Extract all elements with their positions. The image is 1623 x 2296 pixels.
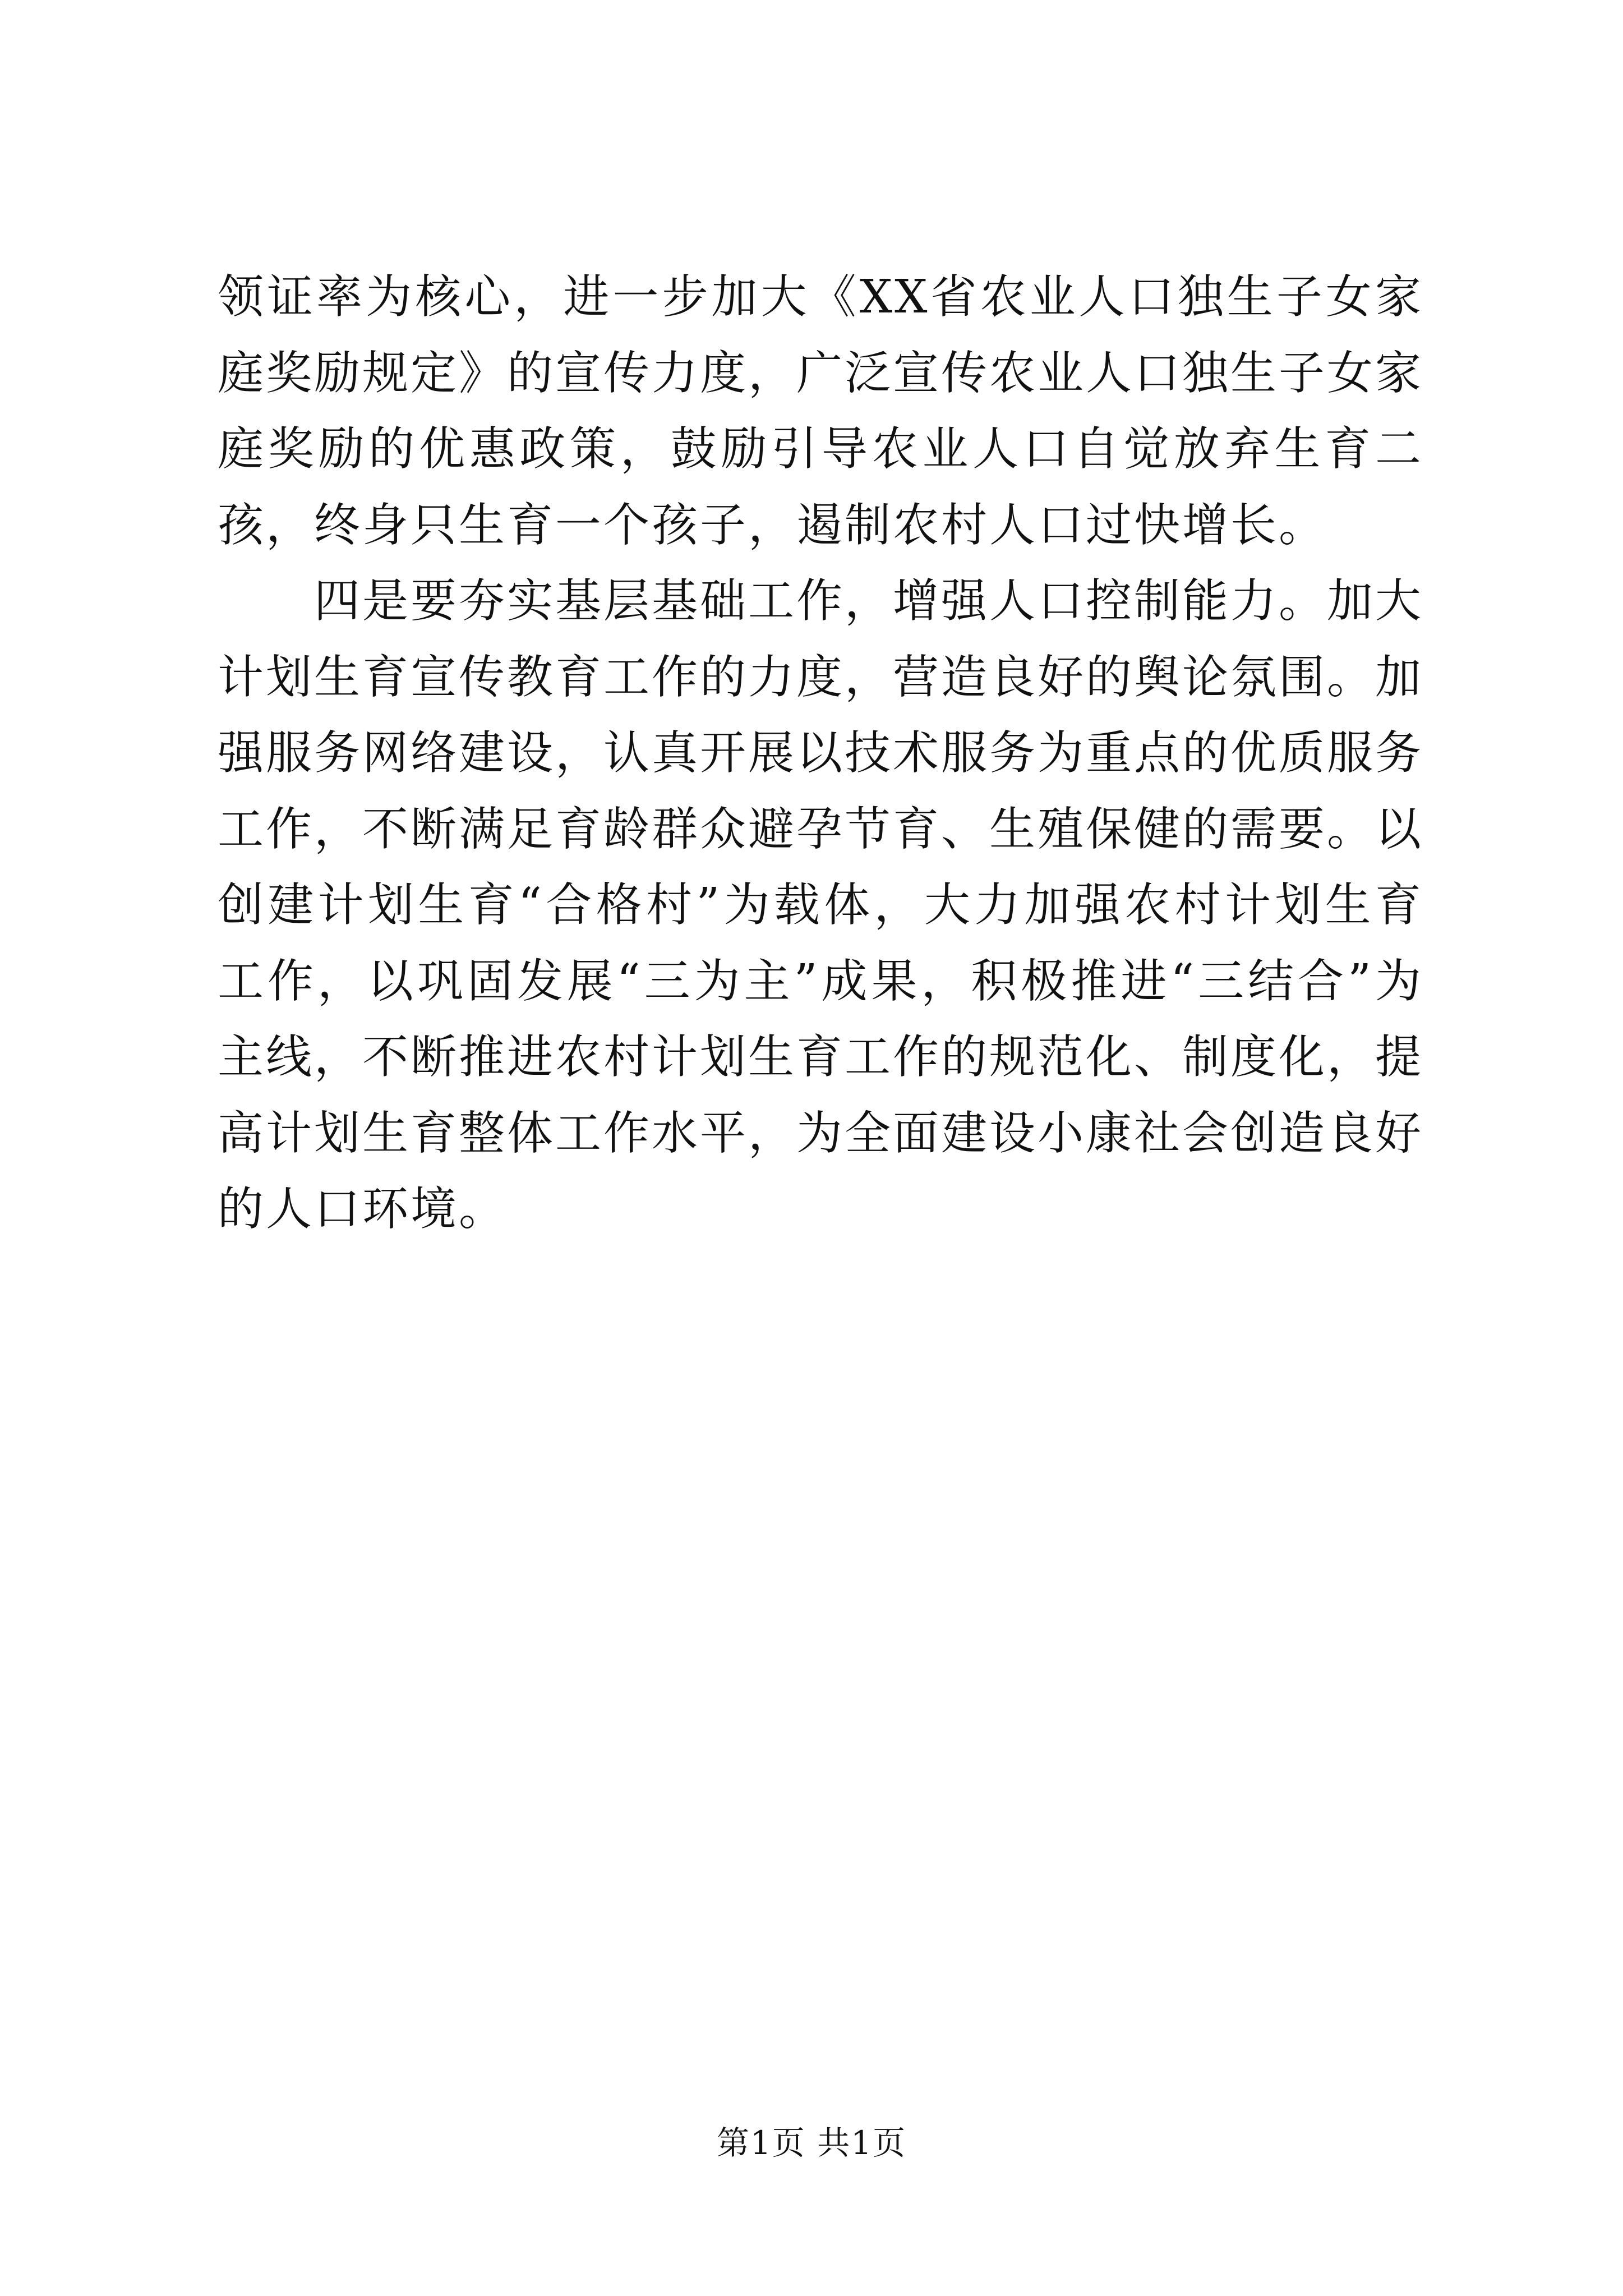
page-number-label: 第1页 共1页: [716, 2124, 907, 2162]
paragraph-1: 领证率为核心，进一步加大《XX省农业人口独生子女家庭奖励规定》的宣传力度，广泛宣传农业人口独生子女家庭奖励的优惠政策，鼓励引导农业人口自觉放弃生育二孩，终身只生育一个孩子，遏制农村人口过快增长。: [218, 270, 1424, 552]
document-body: [218, 259, 1423, 1248]
page-footer: [0, 2120, 1623, 2165]
paragraph-2: 四是要夯实基层基础工作，增强人口控制能力。加大计划生育宣传教育工作的力度，营造良好的舆论氛围。加强服务网络建设，认真开展以技术服务为重点的优质服务工作，不断满足育龄群众避孕节育、生殖保健的需要。以创建计划生育“合格村”为载体，大力加强农村计划生育工作，以巩固发展“三为主”成果，积极推进“三结合”为主线，不断推进农村计划生育工作的规范化、制度化，提高计划生育整体工作水平，为全面建设小康社会创造良好的人口环境。: [218, 574, 1424, 1236]
